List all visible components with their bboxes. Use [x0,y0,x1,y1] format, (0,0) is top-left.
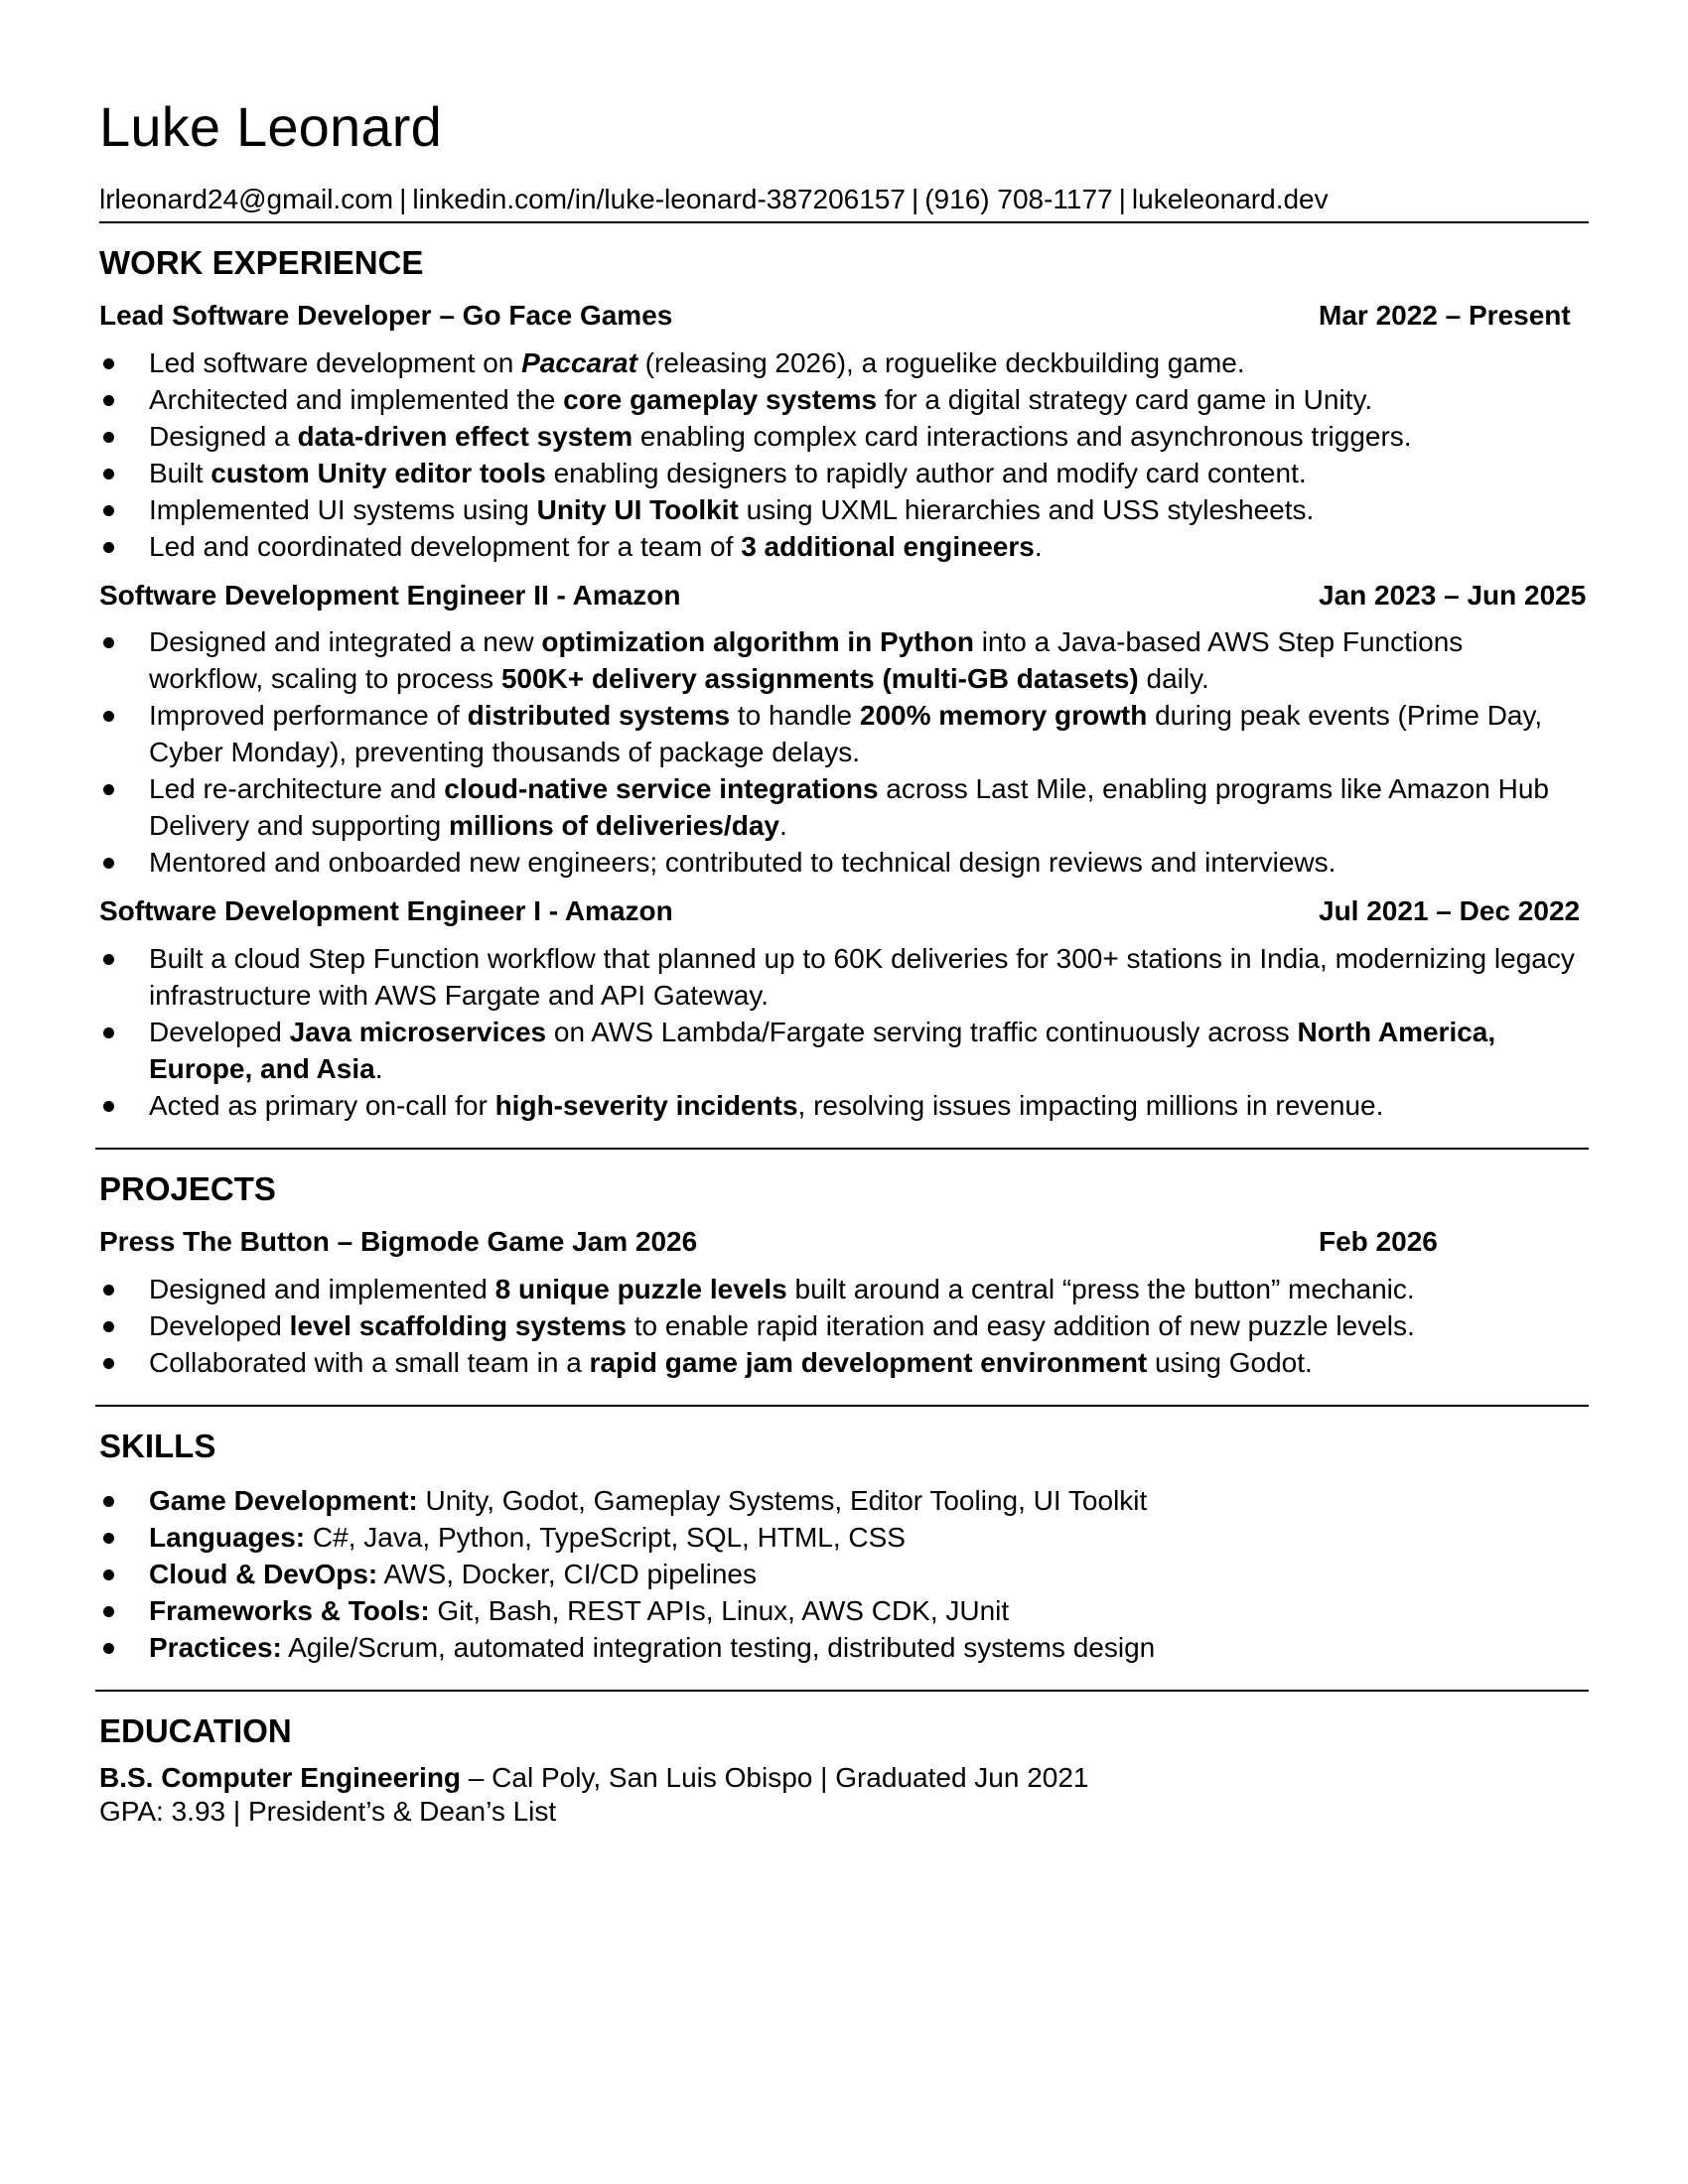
contact-separator: | [399,184,407,214]
bullet-text: across Last Mile, enabling programs like Amazon Hub Delivery and supporting [149,773,1549,842]
bullet-text: rapid game jam development environment [589,1346,1148,1378]
bullet-item [95,1271,1589,1307]
bullet-text: . [374,1052,383,1084]
website-link[interactable]: lukeleonard.dev [1131,184,1329,214]
bullet-item [95,697,1589,770]
job-role: Software Development Engineer II - Amazon [99,579,681,611]
job-dates: Jul 2021 – Dec 2022 [1319,895,1581,927]
bullet-text: Designed and integrated a new [149,626,542,658]
degree-line [99,1761,1589,1795]
project-title: Press The Button – Bigmode Game Jam 2026 [99,1226,698,1258]
bullet-item [95,455,1589,491]
bullet-text: using Godot. [1147,1346,1313,1378]
bullet-item [95,623,1589,697]
phone-number: (916) 708-1177 [924,184,1113,214]
bullet-text: daily. [1138,663,1209,695]
bullet-text: Architected and implemented the [149,383,564,415]
bullet-text: Implemented UI systems using [149,493,537,525]
bullet-text: Collaborated with a small team in a [149,1346,590,1378]
bullet-text: 200% memory growth [859,700,1148,732]
section-title-projects: PROJECTS [99,1169,276,1207]
bullet-item [95,381,1589,418]
bullet-text: Practices: [149,1632,282,1664]
candidate-name: Luke Leonard [99,95,442,158]
bullet-item [95,528,1589,565]
project-bullets [95,1271,1589,1381]
job-header [99,299,1589,333]
bullet-text: to handle [730,700,860,732]
section-title-work: WORK EXPERIENCE [99,243,424,281]
education-section [95,1692,1589,1829]
bullet-text: Git, Bash, REST APIs, Linux, AWS CDK, JUnit [429,1595,1010,1627]
job-bullets [95,344,1589,565]
bullet-text: North America, Europe, and Asia [149,1016,1496,1084]
bullet-text: Built a cloud Step Function workflow that planned up to 60K deliveries for 300+ stations in India, modernizing legacy infrastructure with AWS Fargate and API Gateway. [149,942,1575,1011]
bullet-text: C#, Java, Python, TypeScript, SQL, HTML, CSS [305,1522,906,1554]
gpa-line: GPA: 3.93 | President’s & Dean’s List [99,1796,557,1828]
bullet-text: (releasing 2026), a roguelike deckbuilding game. [636,346,1245,378]
contact-separator: | [911,184,919,214]
work-experience-section [95,223,1589,1150]
bullet-text: millions of deliveries/day [448,810,779,842]
contact-separator: | [1118,184,1126,214]
job-bullets [95,623,1589,881]
section-title-skills: SKILLS [99,1427,216,1464]
bullet-item [95,491,1589,528]
bullet-item [95,1519,1589,1556]
linkedin-link[interactable]: linkedin.com/in/luke-leonard-387206157 [412,184,906,214]
project-date: Feb 2026 [1319,1226,1438,1258]
bullet-text: to enable rapid iteration and easy addition of new puzzle levels. [626,1309,1415,1341]
bullet-text: during peak events (Prime Day, Cyber Monday), preventing thousands of package delays. [149,700,1543,768]
job-entry [95,894,1589,1124]
bullet-text: Paccarat [521,346,637,378]
bullet-text: Frameworks & Tools: [149,1595,430,1627]
bullet-item [95,1592,1589,1629]
bullet-item [95,418,1589,455]
bullet-text: on AWS Lambda/Fargate serving traffic continuously across [546,1016,1298,1047]
bullet-text: 8 unique puzzle levels [494,1273,787,1304]
bullet-item [95,1307,1589,1344]
job-entry [95,299,1589,565]
bullet-text: Unity UI Toolkit [536,493,739,525]
bullet-text: Developed [149,1016,290,1047]
job-role: Software Development Engineer I - Amazon [99,895,673,927]
bullet-text: cloud-native service integrations [444,773,879,805]
bullet-text: , resolving issues impacting millions in revenue. [797,1089,1384,1121]
degree-detail: – Cal Poly, San Luis Obispo | Graduated Jun 2021 [461,1762,1089,1794]
job-entry [95,579,1589,882]
job-dates: Mar 2022 – Present [1319,300,1571,332]
contact-line [99,185,1589,223]
project-header [99,1225,1589,1259]
bullet-text: Java microservices [289,1016,547,1047]
resume-page [95,95,1589,1829]
email-link[interactable]: lrleonard24@gmail.com [99,184,394,214]
bullet-text: data-driven effect system [297,420,633,452]
bullet-text: Unity, Godot, Gameplay Systems, Editor Tooling, UI Toolkit [417,1485,1148,1517]
bullet-text: optimization algorithm in Python [541,626,974,658]
bullet-text: enabling complex card interactions and asynchronous triggers. [633,420,1412,452]
bullet-text: Led and coordinated development for a team of [149,530,742,562]
bullet-item [95,1014,1589,1087]
bullet-item [95,844,1589,881]
bullet-text: Languages: [149,1522,306,1554]
project-entry [95,1225,1589,1381]
bullet-text: Developed [149,1309,290,1341]
bullet-item [95,1629,1589,1666]
bullet-item [95,344,1589,381]
bullet-text: Game Development: [149,1485,418,1517]
bullet-text: Cloud & DevOps: [149,1559,378,1590]
bullet-item [95,770,1589,844]
bullet-text: Led re-architecture and [149,773,445,805]
bullet-item [95,1344,1589,1381]
bullet-text: Acted as primary on-call for [149,1089,495,1121]
bullet-text: Designed and implemented [149,1273,495,1304]
degree-name: B.S. Computer Engineering [99,1762,462,1794]
bullet-text: using UXML hierarchies and USS stylesheets. [738,493,1315,525]
bullet-text: for a digital strategy card game in Unity. [877,383,1373,415]
bullet-text: custom Unity editor tools [211,457,546,488]
bullet-text: Led software development on [149,346,522,378]
bullet-text: core gameplay systems [563,383,878,415]
bullet-text: Improved performance of [149,700,468,732]
job-header [99,579,1589,613]
bullet-text: level scaffolding systems [289,1309,627,1341]
bullet-text: into a Java-based AWS Step Functions workflow, scaling to process [149,626,1464,695]
projects-section [95,1150,1589,1407]
bullet-text: 500K+ delivery assignments (multi-GB datasets) [500,663,1139,695]
skills-section [95,1407,1589,1692]
bullet-text: distributed systems [467,700,731,732]
bullet-text: Agile/Scrum, automated integration testing, distributed systems design [281,1632,1156,1664]
bullet-text: built around a central “press the button” mechanic. [786,1273,1415,1304]
bullet-text: Mentored and onboarded new engineers; contributed to technical design reviews and interviews. [149,847,1336,879]
bullet-text: AWS, Docker, CI/CD pipelines [377,1559,757,1590]
section-title-education: EDUCATION [99,1712,292,1750]
bullet-text: Designed a [149,420,298,452]
bullet-text: enabling designers to rapidly author and modify card content. [545,457,1307,488]
job-role: Lead Software Developer – Go Face Games [99,300,673,332]
bullet-text: . [778,810,787,842]
job-header [99,894,1589,928]
bullet-item [95,1087,1589,1124]
bullet-text: Built [149,457,211,488]
bullet-item [95,940,1589,1014]
bullet-text: 3 additional engineers [741,530,1035,562]
bullet-text: . [1034,530,1043,562]
bullet-text: high-severity incidents [494,1089,798,1121]
bullet-item [95,1556,1589,1592]
skills-bullets [95,1482,1589,1666]
job-dates: Jan 2023 – Jun 2025 [1319,579,1587,611]
bullet-item [95,1482,1589,1519]
job-bullets [95,940,1589,1124]
